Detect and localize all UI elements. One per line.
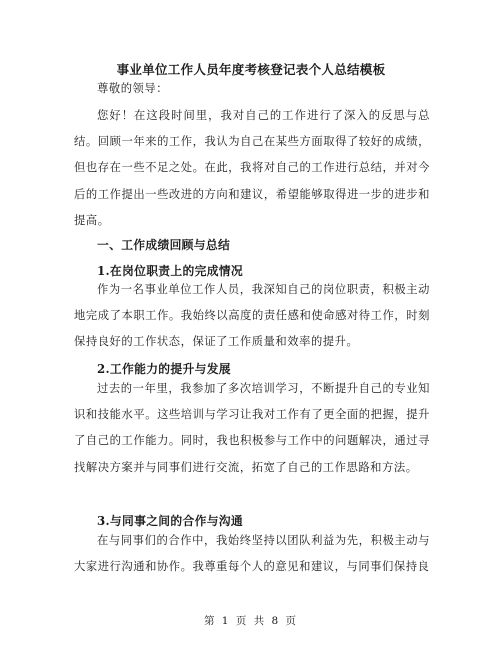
document-title: 事业单位工作人员年度考核登记表个人总结模板 [116, 62, 386, 77]
subsection-heading-2: 2.工作能力的提升与发展 [97, 362, 231, 376]
section-heading-1: 一、工作成绩回顾与总结 [97, 238, 231, 252]
subsection-paragraph-2: 过去的一年里，我参加了多次培训学习，不断提升自己的专业知识和技能水平。这些培训与学习让我对工作有了更全面的把握，提升了自己的工作能力。同时，我也积极参与工作中的问题解决，通过寻找解决方案并与同事们进行交流，拓宽了自己的工作思路和方法。 [74, 382, 430, 474]
subsection-paragraph-3: 在与同事们的合作中，我始终坚持以团队利益为先，积极主动与大家进行沟通和协作。我尊重每个人的意见和建议，与同事们保持良 [74, 534, 430, 574]
subsection-heading-1: 1.在岗位职责上的完成情况 [97, 264, 243, 278]
salutation: 尊敬的领导： [97, 82, 169, 95]
subsection-paragraph-1: 作为一名事业单位工作人员，我深知自己的岗位职责，积极主动地完成了本职工作。我始终以高度的责任感和使命感对待工作，时刻保持良好的工作状态，保证了工作质量和效率的提升。 [74, 283, 430, 349]
page-number-footer: 第 1 页 共 8 页 [203, 615, 299, 627]
intro-paragraph: 您好！在这段时间里，我对自己的工作进行了深入的反思与总结。回顾一年来的工作，我认为自己在某些方面取得了较好的成绩，但也存在一些不足之处。在此，我将对自己的工作进行总结，并对今后的工作提出一些改进的方向和建议，希望能够取得进一步的进步和提高。 [74, 109, 430, 227]
subsection-heading-3: 3.与同事之间的合作与沟通 [97, 514, 243, 528]
